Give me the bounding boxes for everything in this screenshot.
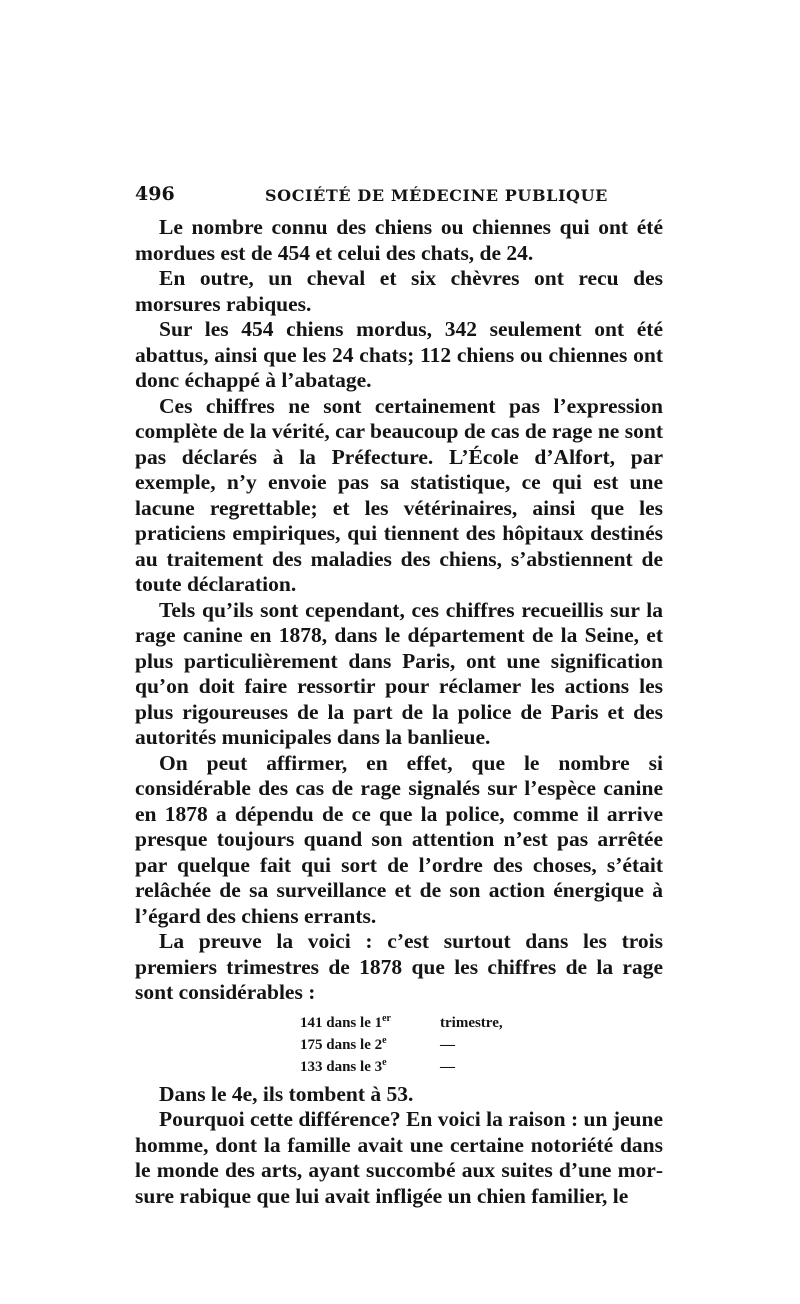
running-title: SOCIÉTÉ DE MÉDECINE PUBLIQUE <box>265 186 608 205</box>
paragraph: Ces chiffres ne sont certainement pas l’expression complète de la vérité, car beaucoup de cas de rage ne sont pas déclarés à la Préfecture. L’École d’Alfort, par exemple, n’y envoie pas sa statistique, ce qui est une lacune regrettable; et les vétérinaires, ainsi que les praticiens empiriques, qui tiennent des hôpitaux destinés au traitement des maladies des chiens, s’abstiennent de toute déclaration. <box>135 393 663 596</box>
paragraph: Tels qu’ils sont cependant, ces chiffres recueillis sur la rage canine en 1878, dans le département de la Seine, et plus particulièrement dans Paris, ont une signification qu’on doit faire ressortir pour réclamer les actions les plus rigoureuses de la part de la police de Paris et des autorités municipales dans la banlieue. <box>135 597 663 749</box>
stat-count: 133 dans le 3e <box>300 1056 387 1075</box>
paragraph: Sur les 454 chiens mordus, 342 seulement ont été abattus, ainsi que les 24 chats; 112 chiens ou chiennes ont donc échappé à l’abatage. <box>135 317 663 392</box>
stat-label: — <box>440 1058 455 1075</box>
stat-count: 175 dans le 2e <box>300 1034 387 1053</box>
stat-count: 141 dans le 1er <box>300 1012 391 1031</box>
quarterly-stats <box>300 1012 663 1078</box>
body-text <box>135 215 663 1209</box>
stat-row <box>300 1012 663 1034</box>
paragraph: Dans le 4e, ils tombent à 53. <box>159 1081 414 1106</box>
stat-row <box>300 1034 663 1056</box>
page-number: 496 <box>135 183 175 205</box>
stat-row <box>300 1056 663 1078</box>
paragraph: La preuve la voici : c’est surtout dans les trois premiers trimestres de 1878 que les chiffres de la rage sont considérables : <box>135 929 663 1004</box>
paragraph: En outre, un cheval et six chèvres ont recu des morsures rabiques. <box>135 266 663 316</box>
stat-label: — <box>440 1036 455 1053</box>
book-page <box>135 183 663 1209</box>
paragraph: Le nombre connu des chiens ou chiennes qui ont été mordues est de 454 et celui des chats, de 24. <box>135 215 663 265</box>
page-header <box>135 183 663 215</box>
stat-label: trimestre, <box>440 1014 503 1031</box>
paragraph: On peut affirmer, en effet, que le nombre si considérable des cas de rage signalés sur l’espèce canine en 1878 a dépendu de ce que la police, comme il arrive presque toujours quand son attention n’est pas arrêtée par quelque fait qui sort de l’ordre des choses, s’était relâchée de sa surveillance et de son action énergique à l’égard des chiens errants. <box>135 750 663 928</box>
paragraph: Pourquoi cette différence? En voici la raison : un jeune homme, dont la famille avait une certaine notoriété dans le monde des arts, ayant succombé aux suites d’une morsure rabique que lui avait infligée un chien familier, le <box>135 1107 663 1208</box>
